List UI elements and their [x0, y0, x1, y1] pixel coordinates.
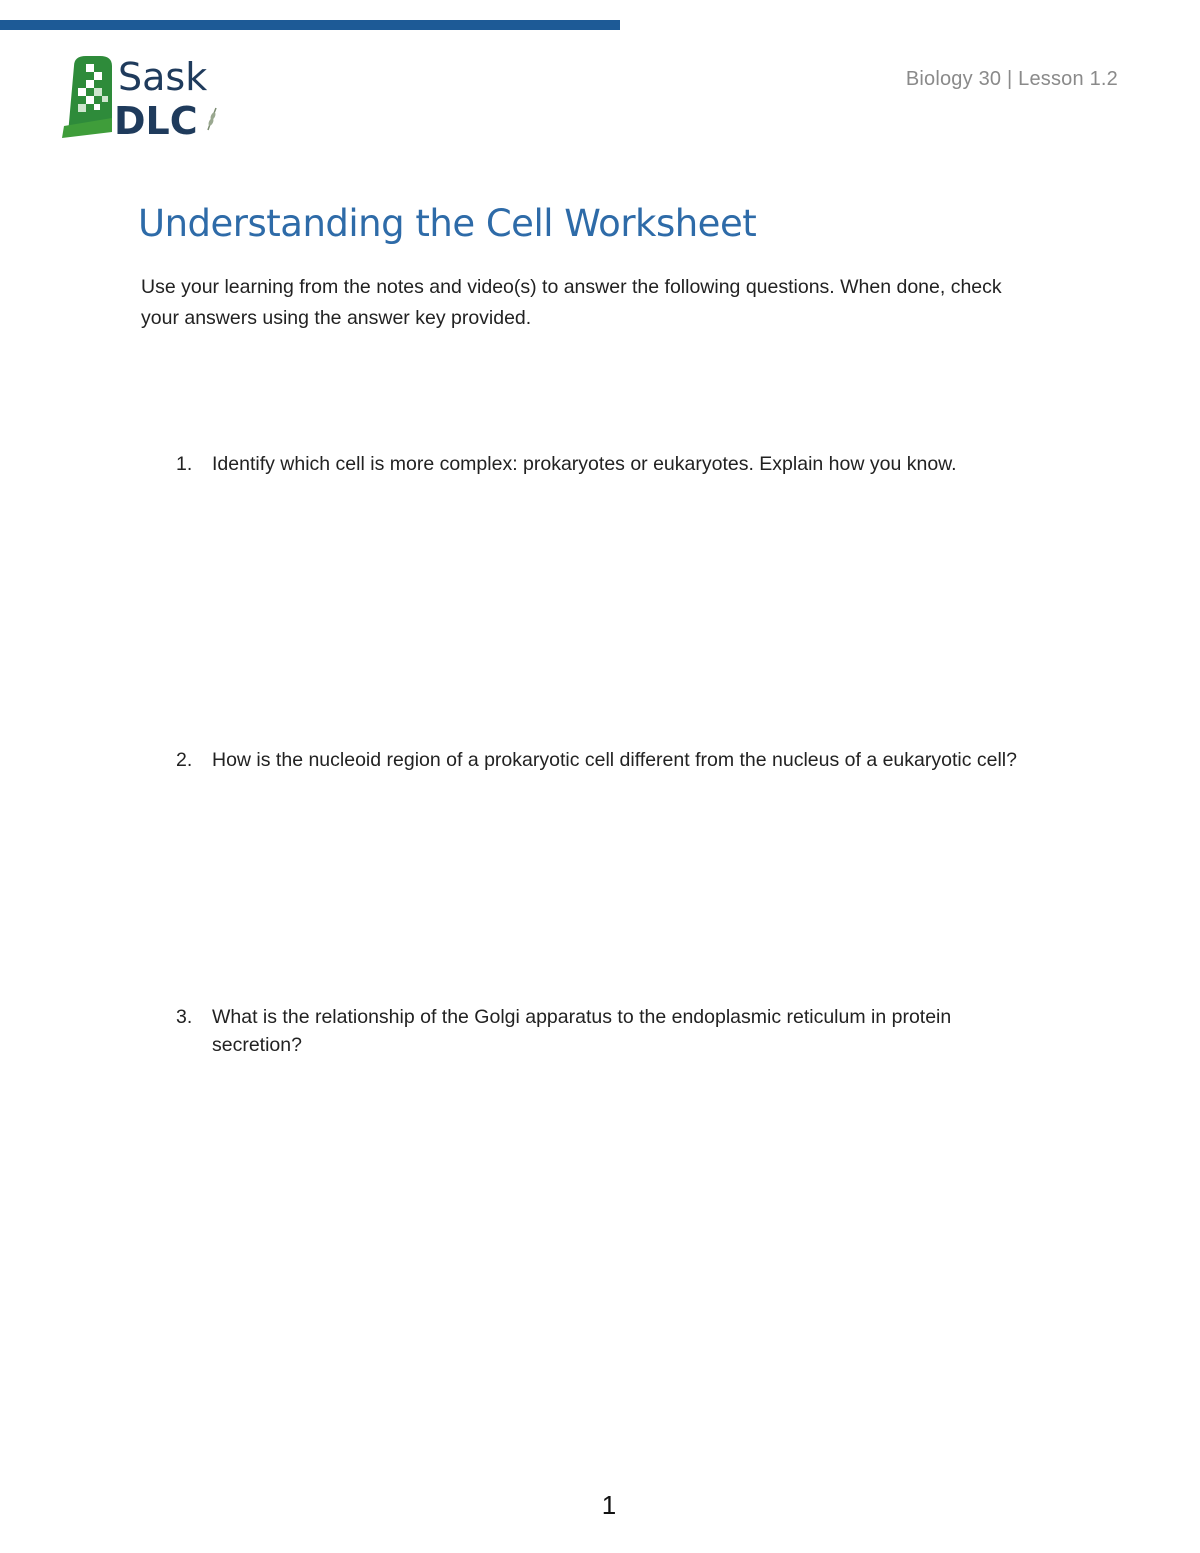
logo-text-dlc: DLC: [114, 99, 198, 142]
question-text: Identify which cell is more complex: prokaryotes or eukaryotes. Explain how you know.: [212, 453, 957, 475]
question-text: How is the nucleoid region of a prokaryotic cell different from the nucleus of a eukaryotic cell?: [212, 749, 1017, 771]
sask-dlc-logo: [60, 52, 220, 142]
question-item: [176, 1003, 1046, 1059]
question-number: 3.: [176, 1006, 193, 1028]
sask-dlc-logo-icon: [60, 52, 220, 142]
question-item: [176, 746, 1046, 774]
instructions-paragraph: Use your learning from the notes and video(s) to answer the following questions. When done, check your answers using the answer key provided.: [141, 276, 1002, 329]
page-title: Understanding the Cell Worksheet: [138, 202, 757, 245]
course-lesson-label: Biology 30 | Lesson 1.2: [905, 68, 1118, 90]
top-accent-bar: [0, 20, 620, 30]
page-number: 1: [601, 1490, 617, 1520]
question-number: 2.: [176, 749, 193, 771]
question-number: 1.: [176, 453, 193, 475]
question-item: [176, 450, 1046, 478]
logo-text-sask: Sask: [118, 55, 208, 99]
question-text: What is the relationship of the Golgi apparatus to the endoplasmic reticulum in protein secretion?: [212, 1006, 952, 1056]
